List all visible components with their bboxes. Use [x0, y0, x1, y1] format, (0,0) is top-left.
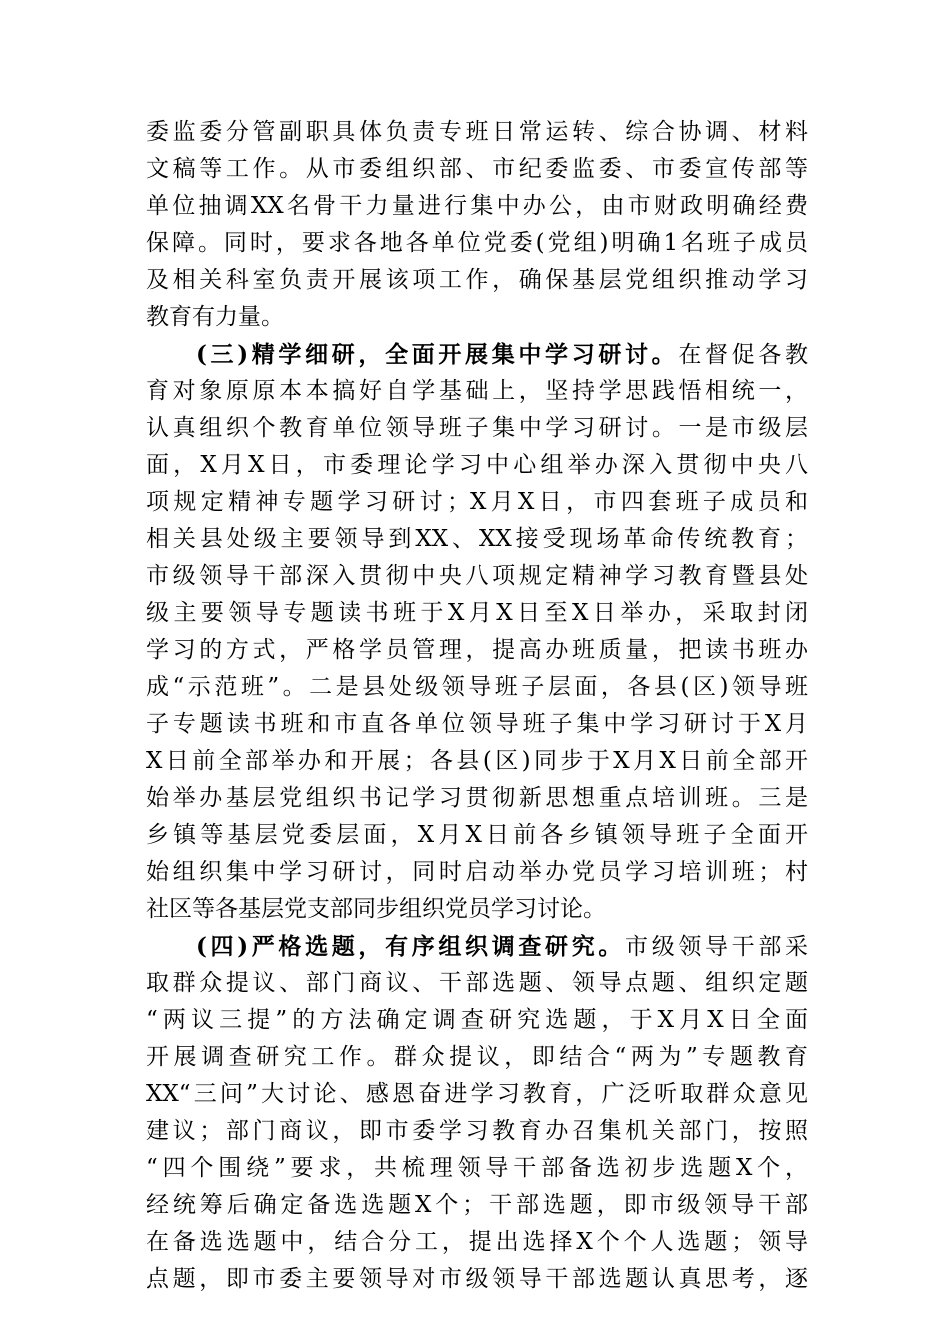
section-heading: (四)严格选题，有序组织调查研究。 — [196, 933, 626, 960]
paragraph-line: “四个围绕”要求，共梳理领导干部备选初步选题X个， — [146, 1155, 808, 1181]
paragraph-line: 市级领导干部深入贯彻中央八项规定精神学习教育暨县处 — [146, 563, 808, 589]
paragraph-line: XX“三问”大讨论、感恩奋进学习教育，广泛听取群众意见 — [146, 1081, 808, 1107]
paragraph-line: 子专题读书班和市直各单位领导班子集中学习研讨于X月 — [146, 711, 808, 737]
paragraph-line: 乡镇等基层党委层面，X月X日前各乡镇领导班子全面开 — [146, 822, 808, 848]
paragraph-line: 经统筹后确定备选选题X个；干部选题，即市级领导干部 — [146, 1192, 808, 1218]
paragraph-line: 文稿等工作。从市委组织部、市纪委监委、市委宣传部等 — [146, 156, 808, 182]
paragraph-line: 单位抽调XX名骨干力量进行集中办公，由市财政明确经费 — [146, 193, 808, 219]
paragraph-line: 社区等各基层党支部同步组织党员学习讨论。 — [146, 896, 606, 922]
paragraph-line: 取群众提议、部门商议、干部选题、领导点题、组织定题 — [146, 970, 808, 996]
paragraph-line: “两议三提”的方法确定调查研究选题，于X月X日全面 — [146, 1007, 808, 1033]
paragraph-line: 项规定精神专题学习研讨；X月X日，市四套班子成员和 — [146, 489, 808, 515]
paragraph-line: 始举办基层党组织书记学习贯彻新思想重点培训班。三是 — [146, 785, 808, 811]
paragraph-line: 保障。同时，要求各地各单位党委(党组)明确1名班子成员 — [146, 230, 808, 256]
paragraph-line: 始组织集中学习研讨，同时启动举办党员学习培训班；村 — [146, 859, 808, 885]
paragraph-text: 市级领导干部采 — [625, 934, 808, 960]
paragraph-line: 开展调查研究工作。群众提议，即结合“两为”专题教育 — [146, 1044, 808, 1070]
paragraph-line: 相关县处级主要领导到XX、XX接受现场革命传统教育； — [146, 526, 808, 552]
paragraph-line: 面，X月X日，市委理论学习中心组举办深入贯彻中央八 — [146, 452, 808, 478]
paragraph-first-line — [196, 928, 808, 965]
paragraph-line: 点题，即市委主要领导对市级领导干部选题认真思考，逐 — [146, 1266, 808, 1292]
paragraph-line: 委监委分管副职具体负责专班日常运转、综合协调、材料 — [146, 119, 808, 145]
paragraph-first-line — [196, 336, 808, 373]
paragraph-line: 学习的方式，严格学员管理，提高办班质量，把读书班办 — [146, 637, 808, 663]
section-heading: (三)精学细研，全面开展集中学习研讨。 — [196, 341, 679, 368]
paragraph-line: 级主要领导专题读书班于X月X日至X日举办，采取封闭 — [146, 600, 808, 626]
paragraph-line: 及相关科室负责开展该项工作，确保基层党组织推动学习 — [146, 267, 808, 293]
paragraph-line: 建议；部门商议，即市委学习教育办召集机关部门，按照 — [146, 1118, 808, 1144]
paragraph-line: X日前全部举办和开展；各县(区)同步于X月X日前全部开 — [146, 748, 808, 774]
paragraph-line: 育对象原原本本搞好自学基础上，坚持学思践悟相统一， — [146, 378, 808, 404]
paragraph-line: 在备选选题中，结合分工，提出选择X个个人选题；领导 — [146, 1229, 808, 1255]
paragraph-line: 成“示范班”。二是县处级领导班子层面，各县(区)领导班 — [146, 674, 808, 700]
paragraph-text: 在督促各教 — [678, 342, 808, 368]
paragraph-line: 认真组织个教育单位领导班子集中学习研讨。一是市级层 — [146, 415, 808, 441]
paragraph-line: 教育有力量。 — [146, 304, 284, 330]
